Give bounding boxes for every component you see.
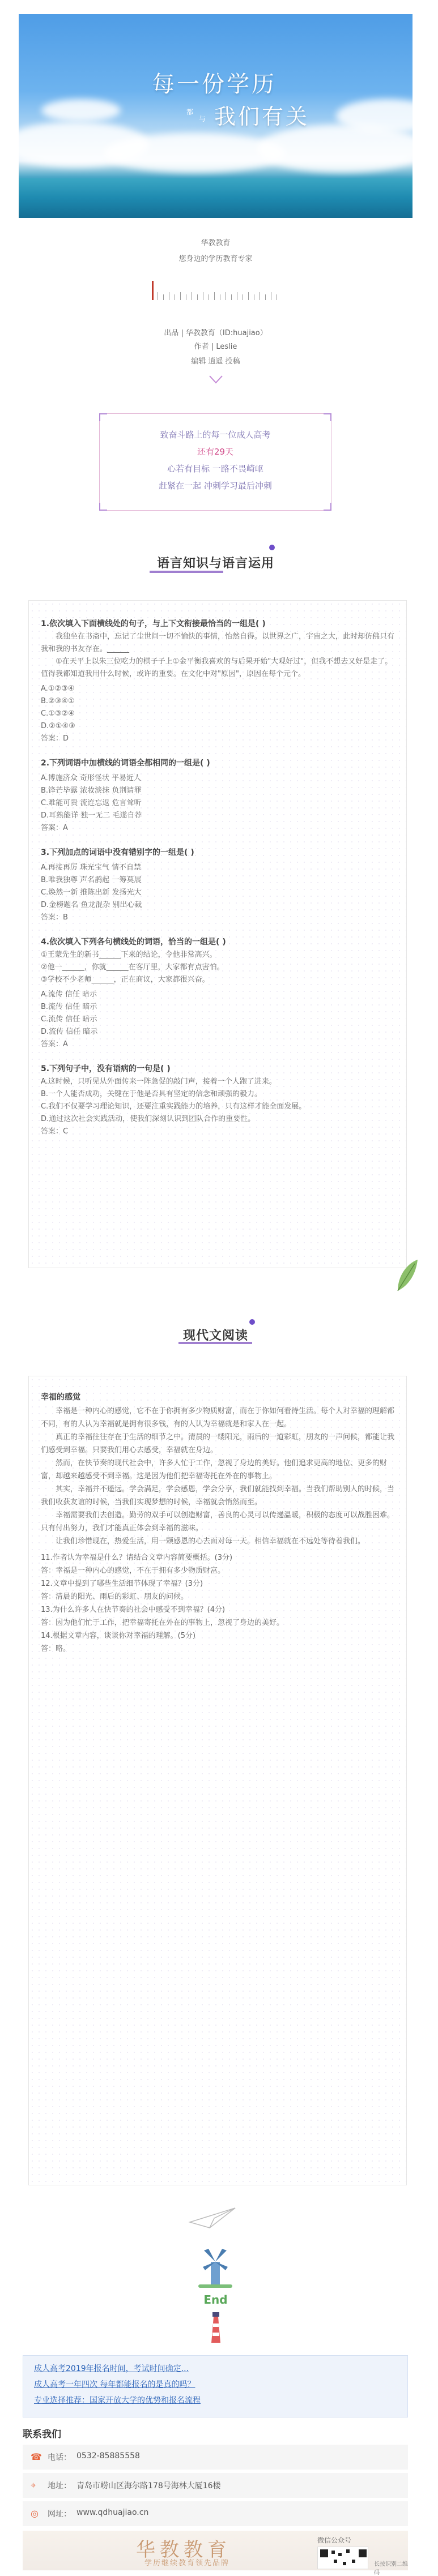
globe-icon: ◎ bbox=[31, 2508, 39, 2519]
option-b: B.唯我独尊 声名鹊起 一筹莫展 bbox=[41, 876, 142, 884]
option-c: C.我们不仅要学习理论知识，还要注重实践能力的培养，只有这样才能全面发展。 bbox=[41, 1102, 307, 1111]
passage-title: 幸福的感觉 bbox=[41, 1393, 80, 1402]
leaf-decoration-icon bbox=[392, 1257, 420, 1296]
option-b: B.一个人能否成功，关键在于他是否具有坚定的信念和顽强的毅力。 bbox=[41, 1090, 262, 1098]
banner-title-line1: 每一份学历 bbox=[152, 71, 277, 97]
contact-phone-row bbox=[23, 2445, 408, 2470]
option-d: D.耳熟能详 独一无二 毛遂自荐 bbox=[41, 811, 142, 820]
contact-web-row bbox=[23, 2501, 408, 2526]
header-banner bbox=[19, 14, 413, 218]
quote-line2 bbox=[100, 443, 331, 460]
passage-paragraph: 幸福是一种内心的感觉，它不在于你拥有多少物质财富，而在于你如何看待生活。每个人对幸福的理解都不同，有的人认为幸福就是拥有很多钱，有的人认为幸福就是和家人在一起。 bbox=[41, 1407, 395, 1428]
contact-title: 联系我们 bbox=[23, 2429, 61, 2440]
option-a: A.再接再厉 珠光宝气 情不自禁 bbox=[41, 863, 142, 872]
question-stem: 5.下列句子中，没有语病的一句是( ) bbox=[41, 1064, 171, 1073]
option-c: C.流传 信任 暗示 bbox=[41, 1015, 97, 1024]
question-5 bbox=[41, 1062, 395, 1138]
passage-paragraph: 其实，幸福并不遥远。学会满足，学会感恩，学会分享，我们就能找到幸福。当我们帮助别人的时候，当我们收获友谊的时候，当我们实现梦想的时候，幸福就会悄然而至。 bbox=[41, 1485, 395, 1507]
answer: 答案：D bbox=[41, 734, 69, 743]
question-body: ①在天平上以朱三位吃力的棋子子上①金平衡我喜欢的与后果开始"大观好过"，但我不想去又好是走了。值得我都知道我用什么时候，或许的重要。在文化中对"原因"，原因在每个元个。 bbox=[41, 657, 393, 678]
qr-code[interactable] bbox=[317, 2547, 368, 2569]
option-d: D.②①④③ bbox=[41, 722, 75, 730]
option-b: B.②③④① bbox=[41, 697, 75, 705]
quote-line1: 致奋斗路上的每一位成人高考 bbox=[160, 430, 271, 440]
question-body: ③学校不少老师______，正在商议，大家都很兴奋。 bbox=[41, 975, 210, 984]
option-a: A.流传 信任 暗示 bbox=[41, 990, 97, 999]
brand-title: 华教教育 bbox=[136, 2539, 231, 2561]
address-text: 青岛市崂山区海尔路178号海林大厦16楼 bbox=[76, 2481, 221, 2491]
option-c: C.焕然一新 推陈出新 发扬光大 bbox=[41, 888, 142, 897]
answer: 答案：B bbox=[41, 913, 68, 922]
author-editor: 编辑 逍遥 投稿 bbox=[191, 357, 240, 366]
answer: 答案：A bbox=[41, 824, 68, 832]
web-url[interactable]: www.qdhuajiao.cn bbox=[76, 2508, 149, 2517]
passage-answer: 答：因为他们忙于工作，把幸福寄托在外在的事物上，忽视了身边的美好。 bbox=[41, 1619, 284, 1627]
intro-line2: 您身边的学历教育专家 bbox=[178, 255, 253, 263]
countdown-quote-box bbox=[99, 413, 331, 511]
option-b: B.锋芒毕露 浓妆淡抹 负荆请罪 bbox=[41, 786, 142, 795]
web-label: 网址： bbox=[48, 2510, 71, 2519]
related-link[interactable]: 成人高考2019年报名时间，考试时间确定... bbox=[34, 2364, 189, 2373]
reading-passage bbox=[41, 1390, 395, 1655]
phone-number[interactable]: 0532-85885558 bbox=[76, 2451, 140, 2461]
answer: 答案：C bbox=[41, 1127, 69, 1136]
wechat-label: 微信公众号 bbox=[317, 2536, 352, 2544]
author-source: 出品 | 华教教育（ID:huajiao） bbox=[164, 329, 267, 337]
windmill-icon bbox=[193, 2242, 238, 2293]
section2-dot bbox=[249, 1319, 255, 1325]
question-1 bbox=[41, 617, 395, 745]
banner-small-right: 与 bbox=[199, 115, 206, 123]
brand-box bbox=[23, 2531, 408, 2576]
option-a: A.博施济众 奇形怪状 平易近人 bbox=[41, 774, 142, 782]
intro-line1: 华教教育 bbox=[201, 239, 231, 247]
question-stem: 1.依次填入下面横线处的句子，与上下文衔接最恰当的一组是( ) bbox=[41, 619, 266, 628]
scan-label: 长按识别二维码 bbox=[374, 2561, 408, 2576]
chevron-down-icon bbox=[207, 374, 224, 385]
passage-answer: 答：略。 bbox=[41, 1645, 71, 1653]
related-link[interactable]: 专业选择推荐：国家开放大学的优势和报名流程 bbox=[34, 2396, 201, 2405]
end-label: End bbox=[203, 2293, 228, 2307]
quote-days: 29 bbox=[214, 447, 226, 457]
question-stem: 2.下列词语中加横线的词语全都相同的一组是( ) bbox=[41, 759, 210, 768]
quote-suffix: 天 bbox=[225, 447, 234, 457]
passage-answer: 答：清晨的阳光、雨后的彩虹、朋友的问候。 bbox=[41, 1593, 189, 1601]
answer: 答案：A bbox=[41, 1040, 68, 1049]
passage-answer: 答：幸福是一种内心的感觉，不在于拥有多少物质财富。 bbox=[41, 1567, 226, 1575]
question-2 bbox=[41, 756, 395, 835]
option-a: A.①②③④ bbox=[41, 684, 75, 693]
passage-paragraph: 然而，在快节奏的现代社会中，许多人忙于工作，忽视了身边的美好。他们追求更高的地位、更多的财富，却越来越感受不到幸福。这是因为他们把幸福寄托在外在的事物上。 bbox=[41, 1459, 388, 1480]
qr-code-icon bbox=[318, 2547, 369, 2570]
sea-image bbox=[19, 178, 413, 218]
section2-title: 现代文阅读 bbox=[182, 1329, 248, 1343]
banner-title-line2: 我们有关 bbox=[214, 104, 310, 129]
question-4 bbox=[41, 935, 395, 1051]
brand-subtitle: 学历继续教育领先品牌 bbox=[144, 2559, 230, 2568]
section1-dot bbox=[269, 545, 275, 550]
option-d: D.流传 信任 暗示 bbox=[41, 1028, 98, 1036]
passage-question: 13.为什么许多人在快节奏的社会中感受不到幸福？(4分) bbox=[41, 1606, 226, 1614]
paper-plane-icon bbox=[187, 2202, 238, 2231]
ruler-decoration bbox=[152, 281, 279, 300]
question-body: ①王蒙先生的新书______下来的结论，令他非常高兴。 bbox=[41, 951, 217, 959]
question-3 bbox=[41, 846, 395, 924]
option-d: D.金榜题名 鱼龙混杂 别出心裁 bbox=[41, 901, 142, 909]
question-body: ②他一______，你就______在客厅里，大家都有点害怕。 bbox=[41, 963, 224, 972]
option-c: C.难能可贵 流连忘返 危言耸听 bbox=[41, 799, 142, 807]
question-stem: 4.依次填入下列各句横线处的词语，恰当的一组是( ) bbox=[41, 938, 226, 947]
address-label: 地址： bbox=[48, 2481, 71, 2491]
banner-small-left: 都 bbox=[186, 108, 194, 116]
phone-icon: ☎ bbox=[31, 2451, 42, 2462]
question-stem: 3.下列加点的词语中没有错别字的一组是( ) bbox=[41, 848, 194, 857]
related-link[interactable]: 成人高考一年四次 每年都能报名的是真的吗？ bbox=[34, 2380, 195, 2389]
question-list bbox=[41, 617, 395, 1138]
option-c: C.①③②④ bbox=[41, 709, 75, 718]
phone-label: 电话： bbox=[48, 2453, 71, 2462]
passage-question: 12.文章中提到了哪些生活细节体现了幸福？(3分) bbox=[41, 1580, 203, 1588]
passage-paragraph: 真正的幸福往往存在于生活的细节之中。清晨的一缕阳光，雨后的一道彩虹，朋友的一声问候，都能让我们感受到幸福。只要我们用心去感受，幸福就在身边。 bbox=[41, 1433, 395, 1454]
passage-question: 14.根据文章内容，谈谈你对幸福的理解。(5分) bbox=[41, 1632, 196, 1640]
option-b: B.流传 信任 暗示 bbox=[41, 1003, 97, 1011]
passage-paragraph: 幸福需要我们去创造。勤劳的双手可以创造财富，善良的心灵可以传递温暖，积极的态度可以战胜困难。只有付出努力，我们才能真正体会到幸福的滋味。 bbox=[41, 1511, 395, 1533]
author-writer: 作者 | Leslie bbox=[194, 343, 237, 351]
passage-paragraph: 让我们珍惜现在，热爱生活，用一颗感恩的心去面对每一天。相信幸福就在不远处等待着我们。 bbox=[41, 1537, 365, 1546]
quote-line4: 赶紧在一起 冲刺学习最后冲刺 bbox=[159, 481, 272, 491]
option-d: D.通过这次社会实践活动，使我们深刻认识到团队合作的重要性。 bbox=[41, 1115, 256, 1123]
question-body: 我独坐在书斋中，忘记了尘世间一切不愉快的事情，怡然自得。以世界之广，宇宙之大，此时却仿佛只有我和我的书友存在。______ bbox=[41, 632, 395, 653]
location-pin-icon: ⌖ bbox=[31, 2480, 36, 2491]
lighthouse-icon bbox=[206, 2310, 226, 2344]
quote-line3: 心若有目标 一路不畏崎岖 bbox=[167, 464, 263, 474]
passage-question: 11.作者认为幸福是什么？请结合文章内容简要概括。(3分) bbox=[41, 1554, 233, 1562]
section1-title: 语言知识与语言运用 bbox=[156, 557, 274, 571]
quote-prefix: 还有 bbox=[197, 447, 214, 457]
contact-address-row bbox=[23, 2473, 408, 2498]
option-a: A.这时候，只听见从外面传来一阵急促的敲门声，接着一个人跑了进来。 bbox=[41, 1077, 277, 1086]
